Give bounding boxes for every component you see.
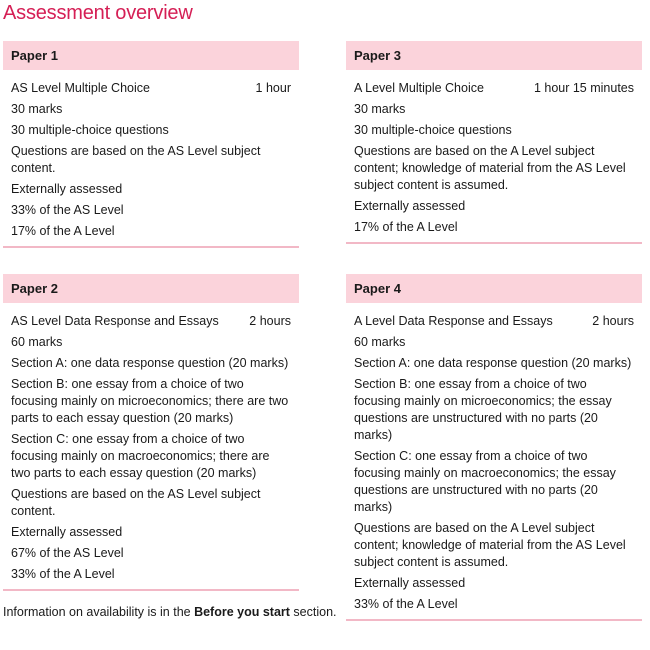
paper-header: Paper 3 (346, 41, 642, 70)
paper-detail: Questions are based on the AS Level subject content. (11, 144, 261, 175)
paper-detail: Section C: one essay from a choice of two focusing mainly on macroeconomics; there are two parts to each essay question (20 marks) (11, 432, 270, 480)
paper-body (3, 303, 299, 589)
paper-duration: 2 hours (249, 314, 291, 328)
availability-note (3, 605, 337, 619)
paper-detail: 60 marks (11, 335, 63, 349)
footer-suffix: section. (289, 605, 337, 619)
paper-title-row (354, 80, 634, 97)
paper-detail: 30 multiple-choice questions (354, 123, 512, 137)
paper-title-row (11, 80, 291, 97)
paper-4-card (346, 274, 642, 621)
paper-name: A Level Data Response and Essays (354, 314, 553, 328)
page-title: Assessment overview (3, 2, 193, 24)
paper-detail: 33% of the A Level (11, 567, 115, 581)
footer-prefix: Information on availability is in the (3, 605, 195, 619)
paper-title-row (354, 313, 634, 330)
paper-duration: 2 hours (592, 314, 634, 328)
paper-detail: Questions are based on the AS Level subject content. (11, 487, 261, 518)
paper-detail: Section A: one data response question (20 marks) (11, 356, 289, 370)
paper-detail: 17% of the A Level (354, 220, 458, 234)
paper-detail: Questions are based on the A Level subject content; knowledge of material from the AS Level subject content is assumed. (354, 144, 626, 192)
paper-1-card (3, 41, 299, 248)
paper-detail: Externally assessed (354, 576, 466, 590)
paper-3-card (346, 41, 642, 244)
paper-detail: Section B: one essay from a choice of two focusing mainly on microeconomics; the essay questions are unstructured with no parts (20 marks) (354, 377, 612, 442)
paper-header: Paper 1 (3, 41, 299, 70)
paper-name: A Level Multiple Choice (354, 81, 484, 95)
paper-body (3, 70, 299, 246)
paper-detail: 33% of the AS Level (11, 203, 124, 217)
paper-detail: Externally assessed (11, 182, 123, 196)
paper-body (346, 70, 642, 242)
paper-header: Paper 2 (3, 274, 299, 303)
paper-detail: Section C: one essay from a choice of two focusing mainly on macroeconomics; the essay questions are unstructured with no parts (20 marks) (354, 449, 616, 514)
paper-body (346, 303, 642, 619)
paper-detail: Externally assessed (354, 199, 466, 213)
paper-detail: Section B: one essay from a choice of two focusing mainly on microeconomics; there are two parts to each essay question (20 marks) (11, 377, 289, 425)
paper-name: AS Level Multiple Choice (11, 81, 150, 95)
paper-title-row (11, 313, 291, 330)
paper-detail: 33% of the A Level (354, 597, 458, 611)
paper-detail: Section A: one data response question (20 marks) (354, 356, 632, 370)
paper-detail: Externally assessed (11, 525, 123, 539)
paper-detail: 30 marks (11, 102, 63, 116)
paper-2-card (3, 274, 299, 591)
paper-detail: 17% of the A Level (11, 224, 115, 238)
paper-detail: 60 marks (354, 335, 406, 349)
paper-detail: 30 multiple-choice questions (11, 123, 169, 137)
paper-detail: 30 marks (354, 102, 406, 116)
paper-duration: 1 hour (255, 81, 291, 95)
paper-detail: Questions are based on the A Level subject content; knowledge of material from the AS Level subject content is assumed. (354, 521, 626, 569)
before-you-start-ref: Before you start (194, 605, 290, 619)
paper-detail: 67% of the AS Level (11, 546, 124, 560)
paper-header: Paper 4 (346, 274, 642, 303)
paper-duration: 1 hour 15 minutes (533, 81, 634, 95)
paper-name: AS Level Data Response and Essays (11, 314, 219, 328)
